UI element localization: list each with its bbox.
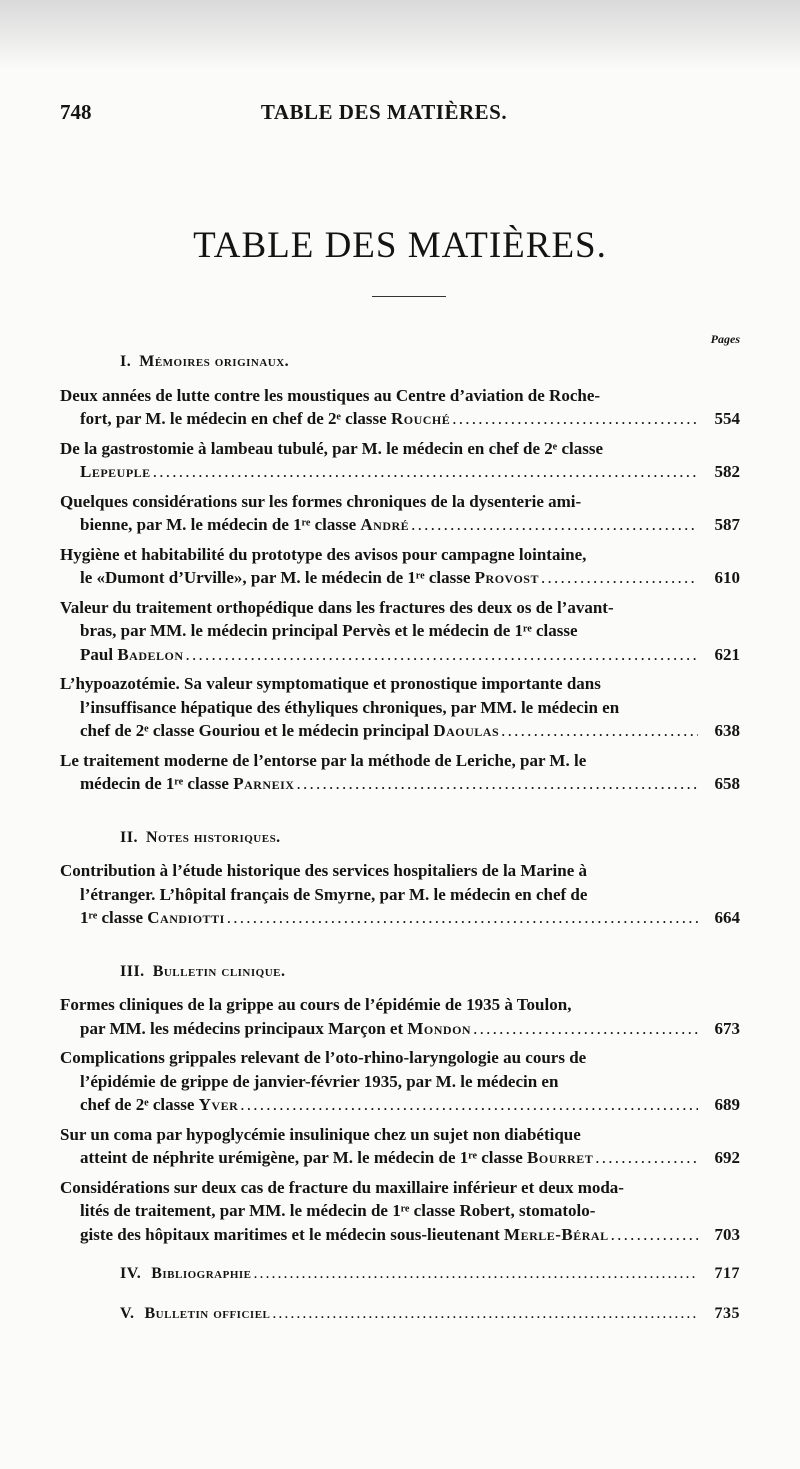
entry-line: De la gastrostomie à lambeau tubulé, par M. le médecin en chef de 2ᵉ classe	[60, 438, 603, 458]
section-label: Mémoires originaux.	[139, 353, 290, 370]
section-label: Notes historiques.	[145, 828, 281, 846]
entry-line: l’insuffisance hépatique des éthyliques chroniques, par MM. le médecin en	[80, 697, 620, 717]
dot-leader	[411, 513, 698, 537]
entry-author: Merle-Béral	[504, 1224, 609, 1244]
toc-entry	[60, 749, 740, 796]
entry-line: Le traitement moderne de l’entorse par la méthode de Leriche, par M. le	[60, 750, 587, 770]
entry-line: bras, par MM. le médecin principal Pervès et le médecin de 1ʳᵉ classe	[80, 621, 578, 640]
entry-line: lités de traitement, par MM. le médecin de 1ʳᵉ classe Robert, stomatolo-	[80, 1201, 596, 1220]
entry-page-number: 587	[714, 515, 740, 534]
section-numeral: I.	[120, 353, 132, 370]
toc-entry	[60, 384, 740, 431]
entry-text: Paul Badelon	[80, 644, 184, 664]
dot-leader	[186, 643, 699, 667]
section-numeral: IV.	[120, 1265, 142, 1282]
toc-entry	[60, 993, 740, 1040]
page-header	[60, 100, 708, 130]
section-label: Bulletin officiel	[144, 1304, 271, 1322]
title-divider	[372, 296, 446, 297]
entry-line: Deux années de lutte contre les moustiques au Centre d’aviation de Roche-	[60, 385, 601, 405]
entry-text: giste des hôpitaux maritimes et le médecin sous-lieutenant Merle-Béral	[80, 1224, 609, 1244]
entry-text: par MM. les médecins principaux Marçon et Mondon	[80, 1018, 472, 1038]
entry-page-number: 554	[714, 409, 740, 428]
dot-leader	[611, 1223, 698, 1247]
dot-leader	[541, 566, 698, 590]
entry-last-line	[60, 643, 740, 667]
page-number: 748	[60, 100, 92, 124]
entry-page-number: 658	[714, 774, 740, 793]
toc-entry	[60, 437, 740, 484]
section-numeral: III.	[120, 962, 145, 980]
page-title: TABLE DES MATIÈRES.	[193, 225, 607, 266]
entry-author: Badelon	[117, 644, 184, 664]
section-label: Bulletin clinique.	[152, 962, 286, 980]
entry-last-line	[60, 460, 740, 484]
dot-leader	[473, 1017, 698, 1041]
entry-text	[80, 460, 151, 484]
entry-page-number: 735	[714, 1304, 740, 1322]
entry-line: Considérations sur deux cas de fracture du maxillaire inférieur et deux moda-	[60, 1177, 624, 1197]
toc-entry	[60, 596, 740, 667]
entry-author: Mondon	[407, 1018, 472, 1038]
pages-column-label: Pages	[710, 332, 740, 346]
dot-leader	[240, 1093, 698, 1117]
toc-entry	[60, 1176, 740, 1247]
dot-leader	[501, 719, 698, 743]
toc-entry	[60, 543, 740, 590]
entry-text: le «Dumont d’Urville», par M. le médecin de 1ʳᵉ classe Provost	[80, 568, 539, 587]
entry-line: l’étranger. L’hôpital français de Smyrne, par M. le médecin en chef de	[80, 884, 588, 904]
entry-text: bienne, par M. le médecin de 1ʳᵉ classe André	[80, 515, 410, 534]
entry-last-line	[60, 772, 740, 796]
entry-last-line	[60, 513, 740, 537]
entry-last-line	[60, 566, 740, 590]
dot-leader	[254, 1262, 698, 1286]
toc-entry	[60, 1123, 740, 1170]
entry-text: médecin de 1ʳᵉ classe Parneix	[80, 774, 295, 793]
scan-edge-shading	[0, 0, 800, 70]
entry-last-line	[60, 407, 740, 431]
dot-leader	[595, 1146, 698, 1170]
section-heading	[120, 960, 740, 984]
entry-author: Candiotti	[147, 908, 225, 927]
entry-page-number: 610	[714, 568, 740, 587]
entry-line: Quelques considérations sur les formes chroniques de la dysenterie ami-	[60, 491, 582, 511]
section-numeral: V.	[120, 1304, 135, 1322]
toc-entry	[60, 859, 740, 930]
entry-line: L’hypoazotémie. Sa valeur symptomatique et pronostique importante dans	[60, 674, 601, 693]
entry-last-line	[60, 1146, 740, 1170]
entry-text: chef de 2ᵉ classe Gouriou et le médecin principal Daoulas	[80, 721, 500, 740]
section-numeral: II.	[120, 828, 138, 846]
entry-line: Sur un coma par hypoglycémie insulinique chez un sujet non diabétique	[60, 1124, 581, 1144]
entry-author: Provost	[474, 568, 539, 587]
section-gap	[60, 802, 740, 820]
entry-line: Formes cliniques de la grippe au cours de l’épidémie de 1935 à Toulon,	[60, 995, 572, 1014]
entry-page-number: 717	[714, 1265, 740, 1282]
dot-leader	[452, 407, 698, 431]
entry-last-line	[60, 1093, 740, 1117]
entry-text: atteint de néphrite urémigène, par M. le médecin de 1ʳᵉ classe Bourret	[80, 1148, 594, 1167]
entry-author: Parneix	[233, 774, 295, 793]
entry-page-number: 689	[714, 1095, 740, 1114]
section-heading	[120, 350, 740, 374]
entry-page-number: 673	[714, 1018, 740, 1038]
entry-text: fort, par M. le médecin en chef de 2ᵉ classe Rouché	[80, 409, 451, 428]
dot-leader	[153, 460, 698, 484]
section-single-entry	[120, 1262, 740, 1286]
entry-text: 1ʳᵉ classe Candiotti	[80, 908, 225, 927]
entry-page-number: 703	[714, 1224, 740, 1244]
running-title: TABLE DES MATIÈRES.	[260, 100, 508, 124]
toc-entry	[60, 490, 740, 537]
entry-author: Rouché	[390, 409, 451, 428]
entry-last-line	[60, 719, 740, 743]
toc-entry	[60, 672, 740, 743]
dot-leader	[296, 772, 698, 796]
entry-last-line	[60, 1223, 740, 1247]
entry-line: Hygiène et habitabilité du prototype des avisos pour campagne lointaine,	[60, 544, 587, 564]
entry-text: chef de 2ᵉ classe Yver	[80, 1095, 239, 1114]
section-heading	[120, 826, 740, 850]
entry-line: Complications grippales relevant de l’oto-rhino-laryngologie au cours de	[60, 1048, 587, 1067]
entry-line: Valeur du traitement orthopédique dans les fractures des deux os de l’avant-	[60, 597, 614, 617]
dot-leader	[272, 1302, 698, 1326]
entry-page-number: 664	[714, 908, 740, 927]
entry-author: André	[360, 515, 410, 534]
entry-author: Daoulas	[433, 721, 500, 740]
table-of-contents	[60, 344, 740, 1325]
entry-last-line	[60, 1017, 740, 1041]
entry-page-number: 582	[714, 462, 740, 481]
entry-page-number: 692	[714, 1148, 740, 1167]
section-label: Bibliographie	[151, 1265, 252, 1282]
entry-author: Lepeuple	[80, 462, 151, 481]
section-single-entry	[120, 1302, 740, 1326]
section-gap	[60, 936, 740, 954]
entry-last-line	[60, 906, 740, 930]
entry-page-number: 621	[714, 644, 740, 664]
entry-author: Bourret	[527, 1148, 594, 1167]
entry-line: Contribution à l’étude historique des services hospitaliers de la Marine à	[60, 861, 587, 880]
entry-page-number: 638	[714, 721, 740, 740]
dot-leader	[227, 906, 698, 930]
entry-author: Yver	[198, 1095, 239, 1114]
entry-line: l’épidémie de grippe de janvier-février 1935, par M. le médecin en	[80, 1071, 559, 1091]
toc-entry	[60, 1046, 740, 1117]
